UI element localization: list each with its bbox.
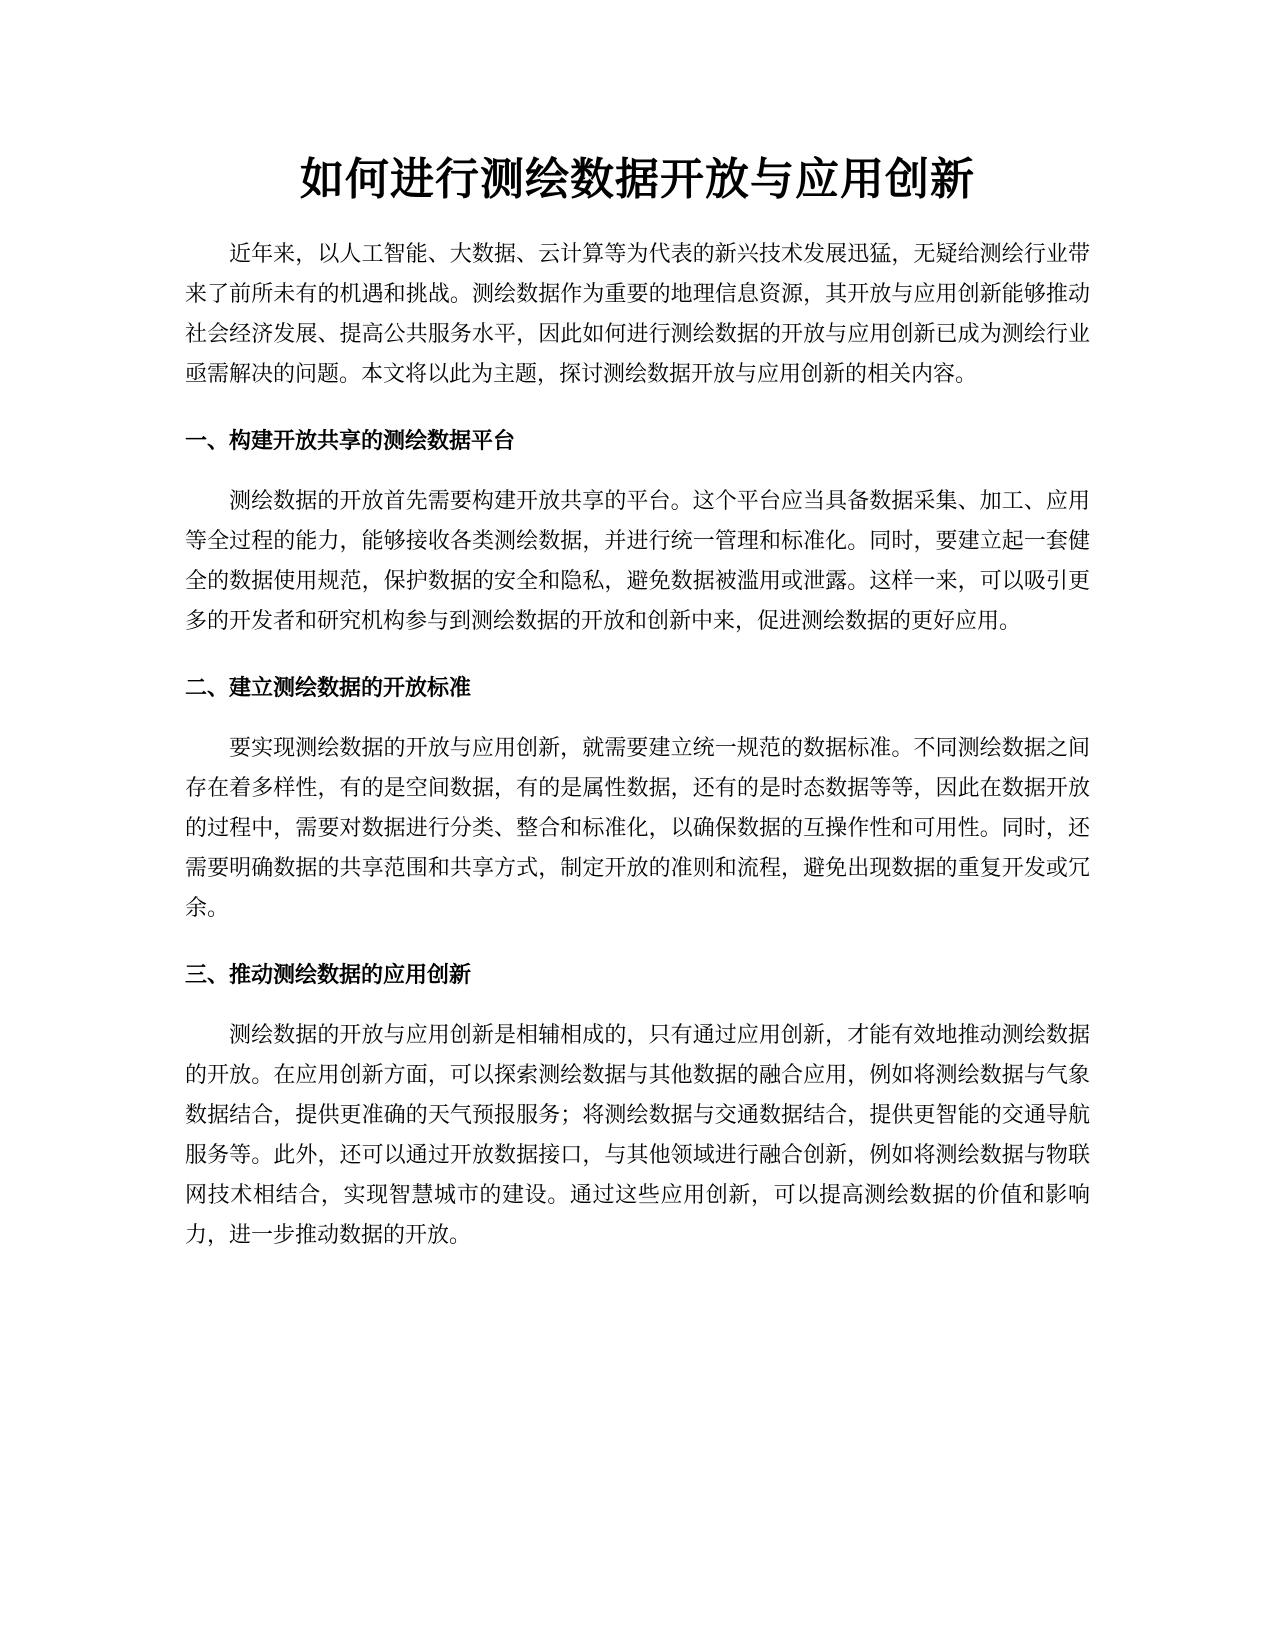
section-2-heading: 二、建立测绘数据的开放标准: [185, 676, 472, 701]
section-3-paragraph: 测绘数据的开放与应用创新是相辅相成的，只有通过应用创新，才能有效地推动测绘数据的开放。在应用创新方面，可以探索测绘数据与其他数据的融合应用，例如将测绘数据与气象数据结合，提供更准确的天气预报服务；将测绘数据与交通数据结合，提供更智能的交通导航服务等。此外，还可以通过开放数据接口，与其他领域进行融合创新，例如将测绘数据与物联网技术相结合，实现智慧城市的建设。通过这些应用创新，可以提高测绘数据的价值和影响力，进一步推动数据的开放。: [185, 1023, 1090, 1248]
section-3-heading: 三、推动测绘数据的应用创新: [185, 963, 472, 988]
section-1-heading: 一、构建开放共享的测绘数据平台: [185, 429, 516, 454]
section-1-paragraph: 测绘数据的开放首先需要构建开放共享的平台。这个平台应当具备数据采集、加工、应用等全过程的能力，能够接收各类测绘数据，并进行统一管理和标准化。同时，要建立起一套健全的数据使用规范，保护数据的安全和隐私，避免数据被滥用或泄露。这样一来，可以吸引更多的开发者和研究机构参与到测绘数据的开放和创新中来，促进测绘数据的更好应用。: [185, 489, 1090, 634]
intro-paragraph: 近年来，以人工智能、大数据、云计算等为代表的新兴技术发展迅猛，无疑给测绘行业带来了前所未有的机遇和挑战。测绘数据作为重要的地理信息资源，其开放与应用创新能够推动社会经济发展、提高公共服务水平，因此如何进行测绘数据的开放与应用创新已成为测绘行业亟需解决的问题。本文将以此为主题，探讨测绘数据开放与应用创新的相关内容。: [185, 242, 1090, 387]
document-page: [185, 150, 1090, 1256]
document-title: 如何进行测绘数据开放与应用创新: [300, 154, 975, 205]
section-2-paragraph: 要实现测绘数据的开放与应用创新，就需要建立统一规范的数据标准。不同测绘数据之间存在着多样性，有的是空间数据，有的是属性数据，还有的是时态数据等等，因此在数据开放的过程中，需要对数据进行分类、整合和标准化，以确保数据的互操作性和可用性。同时，还需要明确数据的共享范围和共享方式，制定开放的准则和流程，避免出现数据的重复开发或冗余。: [185, 736, 1090, 921]
